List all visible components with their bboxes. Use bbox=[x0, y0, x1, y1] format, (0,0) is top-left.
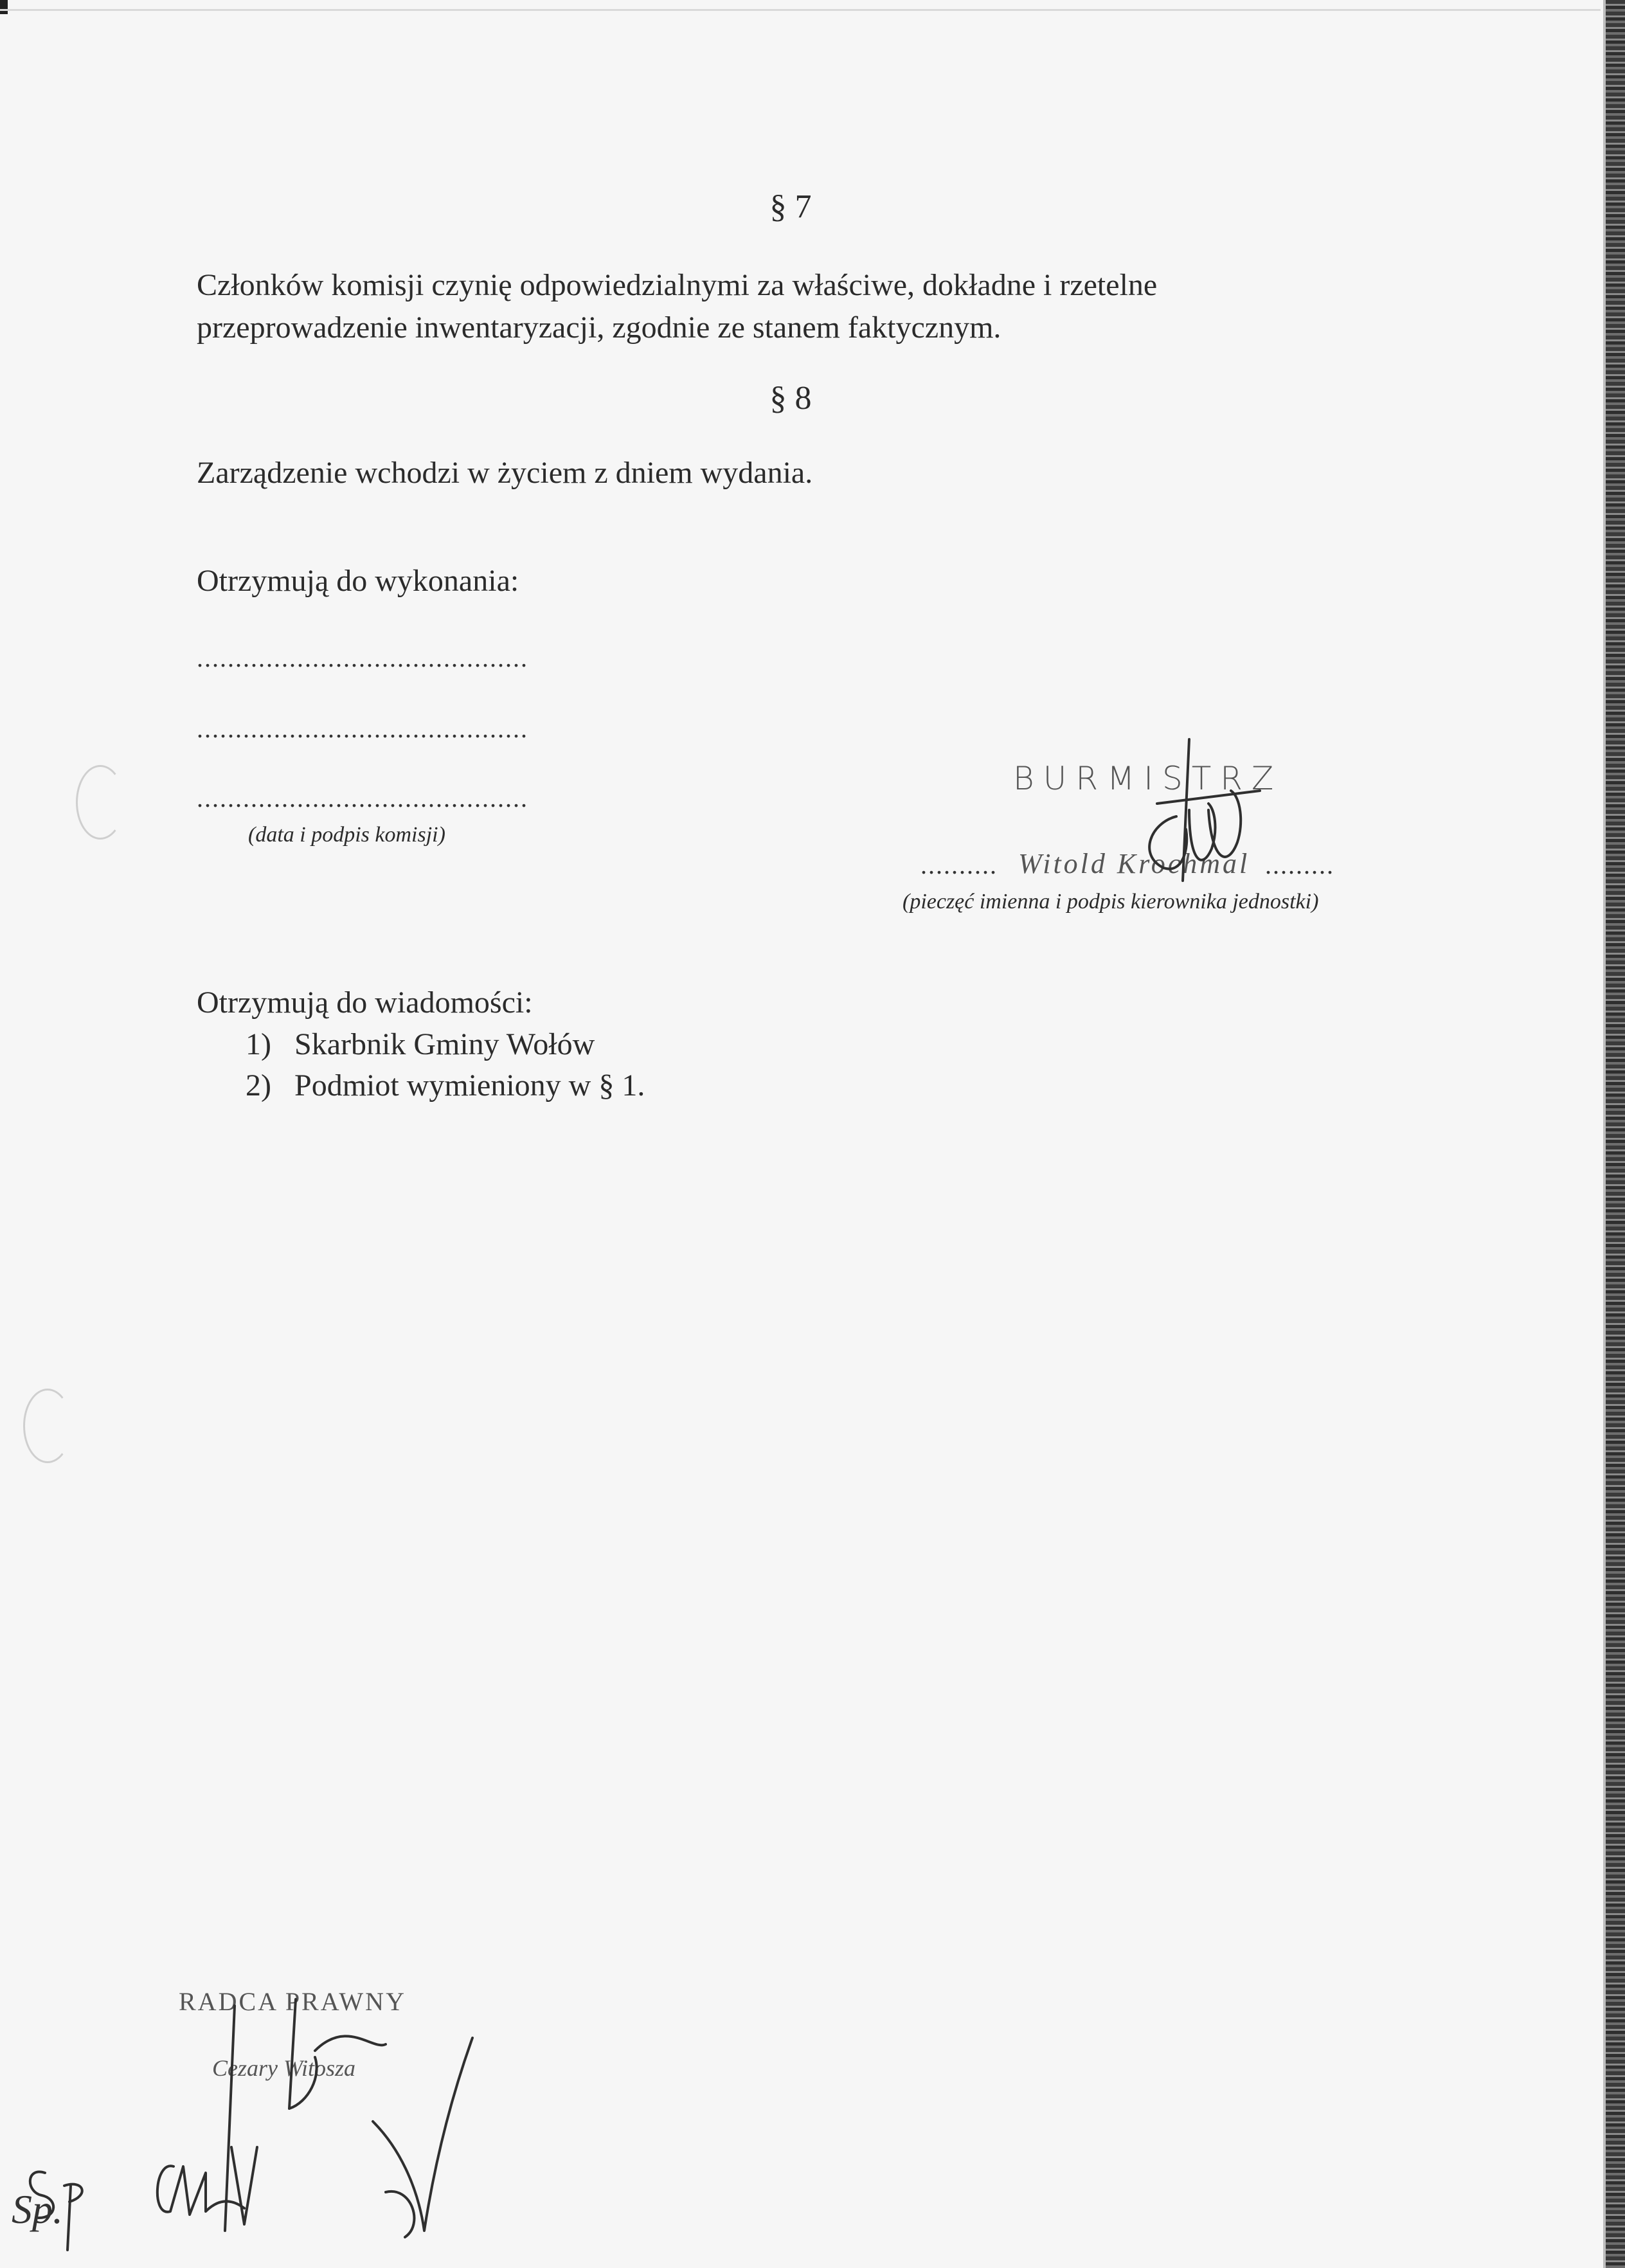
information-label: Otrzymują do wiadomości: bbox=[197, 986, 533, 1020]
legal-stamp-name: Cezary Witosza bbox=[212, 2055, 356, 2081]
legal-stamp-title: RADCA PRAWNY bbox=[179, 1987, 406, 2016]
mayor-dots-left: .......... bbox=[920, 851, 998, 879]
execution-signature-line-3: ........................................... bbox=[197, 784, 528, 813]
information-item-2-text: Podmiot wymieniony w § 1. bbox=[294, 1068, 645, 1102]
handwritten-note: Sp. bbox=[12, 2186, 63, 2232]
section-8-heading: § 8 bbox=[769, 380, 812, 417]
punch-hole-bottom bbox=[23, 1389, 72, 1463]
punch-hole-top bbox=[76, 765, 125, 840]
scan-top-edge bbox=[0, 9, 1601, 11]
section-7-line-1: Członków komisji czynię odpowiedzialnymi za właściwe, dokładne i rzetelne bbox=[197, 268, 1158, 302]
information-item-1-number: 1) bbox=[246, 1027, 271, 1061]
legal-signature bbox=[13, 1954, 489, 2263]
scan-corner-mark bbox=[0, 0, 8, 14]
execution-label: Otrzymują do wykonania: bbox=[197, 564, 519, 598]
execution-caption: (data i podpis komisji) bbox=[248, 823, 445, 847]
mayor-stamp-title: BURMISTRZ bbox=[1013, 760, 1283, 797]
execution-signature-line-1: ........................................... bbox=[197, 644, 528, 672]
mayor-caption: (pieczęć imienna i podpis kierownika jednostki) bbox=[902, 890, 1319, 914]
mayor-stamp-name: Witold Krochmal bbox=[1018, 848, 1250, 879]
information-item-1-text: Skarbnik Gminy Wołów bbox=[294, 1027, 595, 1061]
section-7-line-2: przeprowadzenie inwentaryzacji, zgodnie ze stanem faktycznym. bbox=[197, 310, 1001, 345]
scan-right-edge bbox=[1606, 0, 1625, 2268]
execution-signature-line-2: ........................................... bbox=[197, 714, 528, 743]
information-item-2-number: 2) bbox=[246, 1068, 271, 1102]
mayor-dots-right: ......... bbox=[1265, 851, 1334, 879]
mayor-signature bbox=[1093, 733, 1286, 887]
section-7-heading: § 7 bbox=[769, 188, 812, 225]
section-8-text: Zarządzenie wchodzi w życiem z dniem wydania. bbox=[197, 456, 813, 490]
